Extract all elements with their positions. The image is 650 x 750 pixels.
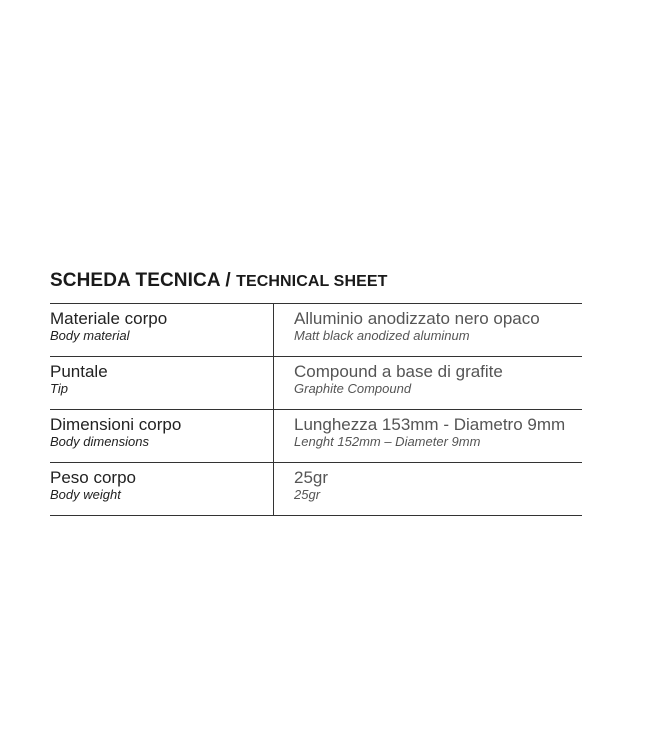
value-italian: Lunghezza 153mm - Diametro 9mm (294, 415, 566, 434)
label-english: Body dimensions (50, 434, 149, 449)
sheet-title-sub: TECHNICAL SHEET (236, 273, 388, 290)
table-row (50, 410, 582, 463)
row-value-cell (274, 463, 582, 515)
row-label-cell (50, 304, 274, 356)
label-italian: Puntale (50, 362, 108, 381)
row-label-cell (50, 463, 274, 515)
sheet-title (50, 268, 582, 295)
label-italian: Peso corpo (50, 468, 136, 487)
row-label-cell (50, 410, 274, 462)
row-label-cell (50, 357, 274, 409)
row-value-cell (274, 304, 582, 356)
label-italian: Materiale corpo (50, 309, 168, 328)
table-row (50, 304, 582, 357)
value-italian: Compound a base di grafite (294, 362, 503, 381)
row-value-cell (274, 410, 582, 462)
row-value-cell (274, 357, 582, 409)
label-italian: Dimensioni corpo (50, 415, 182, 434)
label-english: Tip (50, 381, 68, 396)
value-english: Graphite Compound (294, 381, 412, 396)
value-italian: 25gr (294, 468, 329, 487)
spec-table (50, 303, 582, 516)
label-english: Body material (50, 328, 130, 343)
value-italian: Alluminio anodizzato nero opaco (294, 309, 540, 328)
value-english: Lenght 152mm – Diameter 9mm (294, 434, 481, 449)
label-english: Body weight (50, 487, 121, 502)
table-row (50, 357, 582, 410)
technical-sheet (50, 268, 582, 516)
value-english: 25gr (294, 487, 321, 502)
sheet-title-main: SCHEDA TECNICA / (50, 270, 237, 291)
table-row (50, 463, 582, 516)
value-english: Matt black anodized aluminum (294, 328, 470, 343)
